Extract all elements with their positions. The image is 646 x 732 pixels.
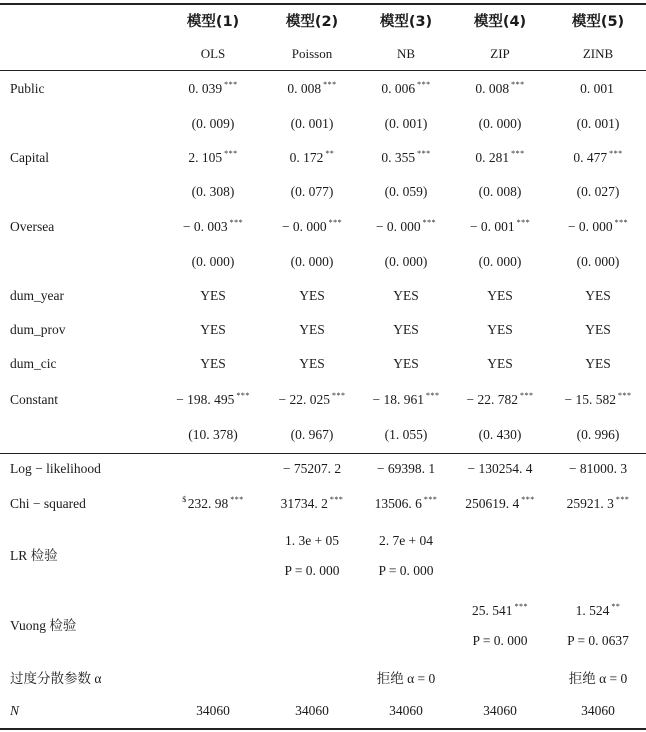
value-cell: YES <box>585 288 611 303</box>
row-label: Constant <box>10 392 59 407</box>
model-3-header: 模型(3) <box>379 14 433 30</box>
method-3-header: NB <box>396 46 416 61</box>
value-cell: 34060 <box>295 703 329 718</box>
se-cell: (0. 308) <box>191 184 235 199</box>
value-cell: YES <box>200 356 226 371</box>
lr-stat-cell: 2. 7e + 04 <box>378 533 434 548</box>
se-cell: (0. 000) <box>384 254 428 269</box>
coef-cell: $232. 98 *** <box>182 495 244 511</box>
value-cell <box>166 454 260 484</box>
lr-test-row <box>0 526 646 586</box>
coef-cell: − 15. 582 *** <box>564 391 632 407</box>
row-label: Oversea <box>10 219 55 234</box>
se-cell: (0. 001) <box>290 116 334 131</box>
method-2-header: Poisson <box>291 46 333 61</box>
coef-cell: − 0. 000 *** <box>281 218 343 234</box>
public-se-row <box>0 109 646 139</box>
coef-cell: − 18. 961 *** <box>372 391 440 407</box>
constant-coef-row <box>0 385 646 415</box>
value-cell: − 69398. 1 <box>376 461 436 476</box>
header-method-row <box>0 39 646 69</box>
public-coef-row <box>0 74 646 104</box>
value-cell: 拒绝 α = 0 <box>376 671 436 686</box>
coef-cell: 0. 006 *** <box>381 80 431 96</box>
se-cell: (10. 378) <box>188 427 238 442</box>
se-cell: (0. 059) <box>384 184 428 199</box>
row-label: Capital <box>10 150 49 165</box>
oversea-coef-row <box>0 212 646 242</box>
value-cell: YES <box>487 356 513 371</box>
top-rule <box>0 3 646 5</box>
dum-cic-row <box>0 349 646 379</box>
vuong-test-row <box>0 596 646 656</box>
method-4-header: ZIP <box>490 46 510 61</box>
dum-year-row <box>0 281 646 311</box>
coef-cell: − 0. 000 *** <box>567 218 629 234</box>
coef-cell: 0. 172 ** <box>289 149 335 165</box>
row-label: dum_year <box>10 288 64 303</box>
row-label: dum_prov <box>10 322 66 337</box>
coef-cell: 0. 477 *** <box>573 149 623 165</box>
value-cell: YES <box>200 288 226 303</box>
row-label: Public <box>10 81 45 96</box>
value-cell: − 75207. 2 <box>282 461 342 476</box>
se-cell: (0. 996) <box>576 427 620 442</box>
se-cell: (0. 000) <box>576 254 620 269</box>
se-cell: (0. 001) <box>384 116 428 131</box>
method-1-header: OLS <box>200 46 226 61</box>
value-cell: 34060 <box>483 703 517 718</box>
chisq-row <box>0 489 646 519</box>
header-rule <box>0 70 646 71</box>
se-cell: (0. 000) <box>290 254 334 269</box>
coef-cell: − 0. 003 *** <box>182 218 244 234</box>
vuong-p-cell: P = 0. 000 <box>472 633 528 648</box>
lr-p-cell: P = 0. 000 <box>284 563 340 578</box>
value-cell: YES <box>393 322 419 337</box>
coef-cell: 0. 281 *** <box>475 149 525 165</box>
value-cell: YES <box>487 322 513 337</box>
se-cell: (0. 000) <box>191 254 235 269</box>
value-cell: − 130254. 4 <box>467 461 533 476</box>
model-1-header: 模型(1) <box>186 14 240 30</box>
se-cell: (0. 077) <box>290 184 334 199</box>
row-label: Chi − squared <box>10 496 86 511</box>
loglik-row <box>0 454 646 484</box>
capital-se-row <box>0 177 646 207</box>
se-cell: (0. 430) <box>478 427 522 442</box>
vuong-stat-cell: 1. 524 ** <box>575 602 621 618</box>
header-model-row <box>0 7 646 37</box>
lr-stat-cell: 1. 3e + 05 <box>284 533 340 548</box>
value-cell: 34060 <box>581 703 615 718</box>
value-cell: 34060 <box>389 703 423 718</box>
se-cell: (0. 000) <box>478 254 522 269</box>
row-label: dum_cic <box>10 356 57 371</box>
coef-cell: 0. 008 *** <box>475 80 525 96</box>
model-2-header: 模型(2) <box>285 14 339 30</box>
value-cell: YES <box>393 356 419 371</box>
n-row <box>0 696 646 726</box>
coef-cell: − 0. 000 *** <box>375 218 437 234</box>
coef-cell: 0. 355 *** <box>381 149 431 165</box>
coef-cell: − 22. 782 *** <box>466 391 534 407</box>
oversea-se-row <box>0 247 646 277</box>
vuong-p-cell: P = 0. 0637 <box>567 633 629 648</box>
value-cell: YES <box>487 288 513 303</box>
value-cell: YES <box>585 322 611 337</box>
value-cell: YES <box>585 356 611 371</box>
value-cell: YES <box>393 288 419 303</box>
coef-cell: 25921. 3 *** <box>566 495 630 511</box>
coef-cell: − 0. 001 *** <box>469 218 531 234</box>
model-5-header: 模型(5) <box>571 14 625 30</box>
method-5-header: ZINB <box>582 46 614 61</box>
se-cell: (0. 009) <box>191 116 235 131</box>
se-cell: (0. 001) <box>576 116 620 131</box>
value-cell: YES <box>299 288 325 303</box>
dum-prov-row <box>0 315 646 345</box>
se-cell: (0. 008) <box>478 184 522 199</box>
value-cell: YES <box>299 356 325 371</box>
row-label: Log − likelihood <box>10 461 101 476</box>
bottom-rule <box>0 728 646 730</box>
row-label: Vuong 检验 <box>10 618 77 633</box>
row-label: 过度分散参数 α <box>10 671 102 686</box>
row-label: LR 检验 <box>10 548 58 563</box>
coef-cell: 31734. 2 *** <box>280 495 344 511</box>
coef-cell: − 22. 025 *** <box>278 391 346 407</box>
se-cell: (0. 027) <box>576 184 620 199</box>
capital-coef-row <box>0 143 646 173</box>
coef-cell: 0. 039 *** <box>188 80 238 96</box>
coef-cell: 0. 008 *** <box>287 80 337 96</box>
coef-cell: 0. 001 <box>580 81 614 96</box>
coef-cell: 2. 105 *** <box>188 149 238 165</box>
se-cell: (1. 055) <box>384 427 428 442</box>
lr-p-cell: P = 0. 000 <box>378 563 434 578</box>
se-cell: (0. 967) <box>290 427 334 442</box>
se-cell: (0. 000) <box>478 116 522 131</box>
coef-cell: − 198. 495 *** <box>176 391 250 407</box>
coef-cell: 13506. 6 *** <box>374 495 438 511</box>
vuong-stat-cell: 25. 541 *** <box>472 602 528 618</box>
value-cell: YES <box>299 322 325 337</box>
constant-se-row <box>0 420 646 450</box>
value-cell: 拒绝 α = 0 <box>568 671 628 686</box>
model-4-header: 模型(4) <box>473 14 527 30</box>
value-cell: 34060 <box>196 703 230 718</box>
row-label: N <box>10 703 20 718</box>
value-cell: − 81000. 3 <box>568 461 628 476</box>
coef-cell: 250619. 4 *** <box>465 495 535 511</box>
alpha-row <box>0 664 646 694</box>
value-cell: YES <box>200 322 226 337</box>
